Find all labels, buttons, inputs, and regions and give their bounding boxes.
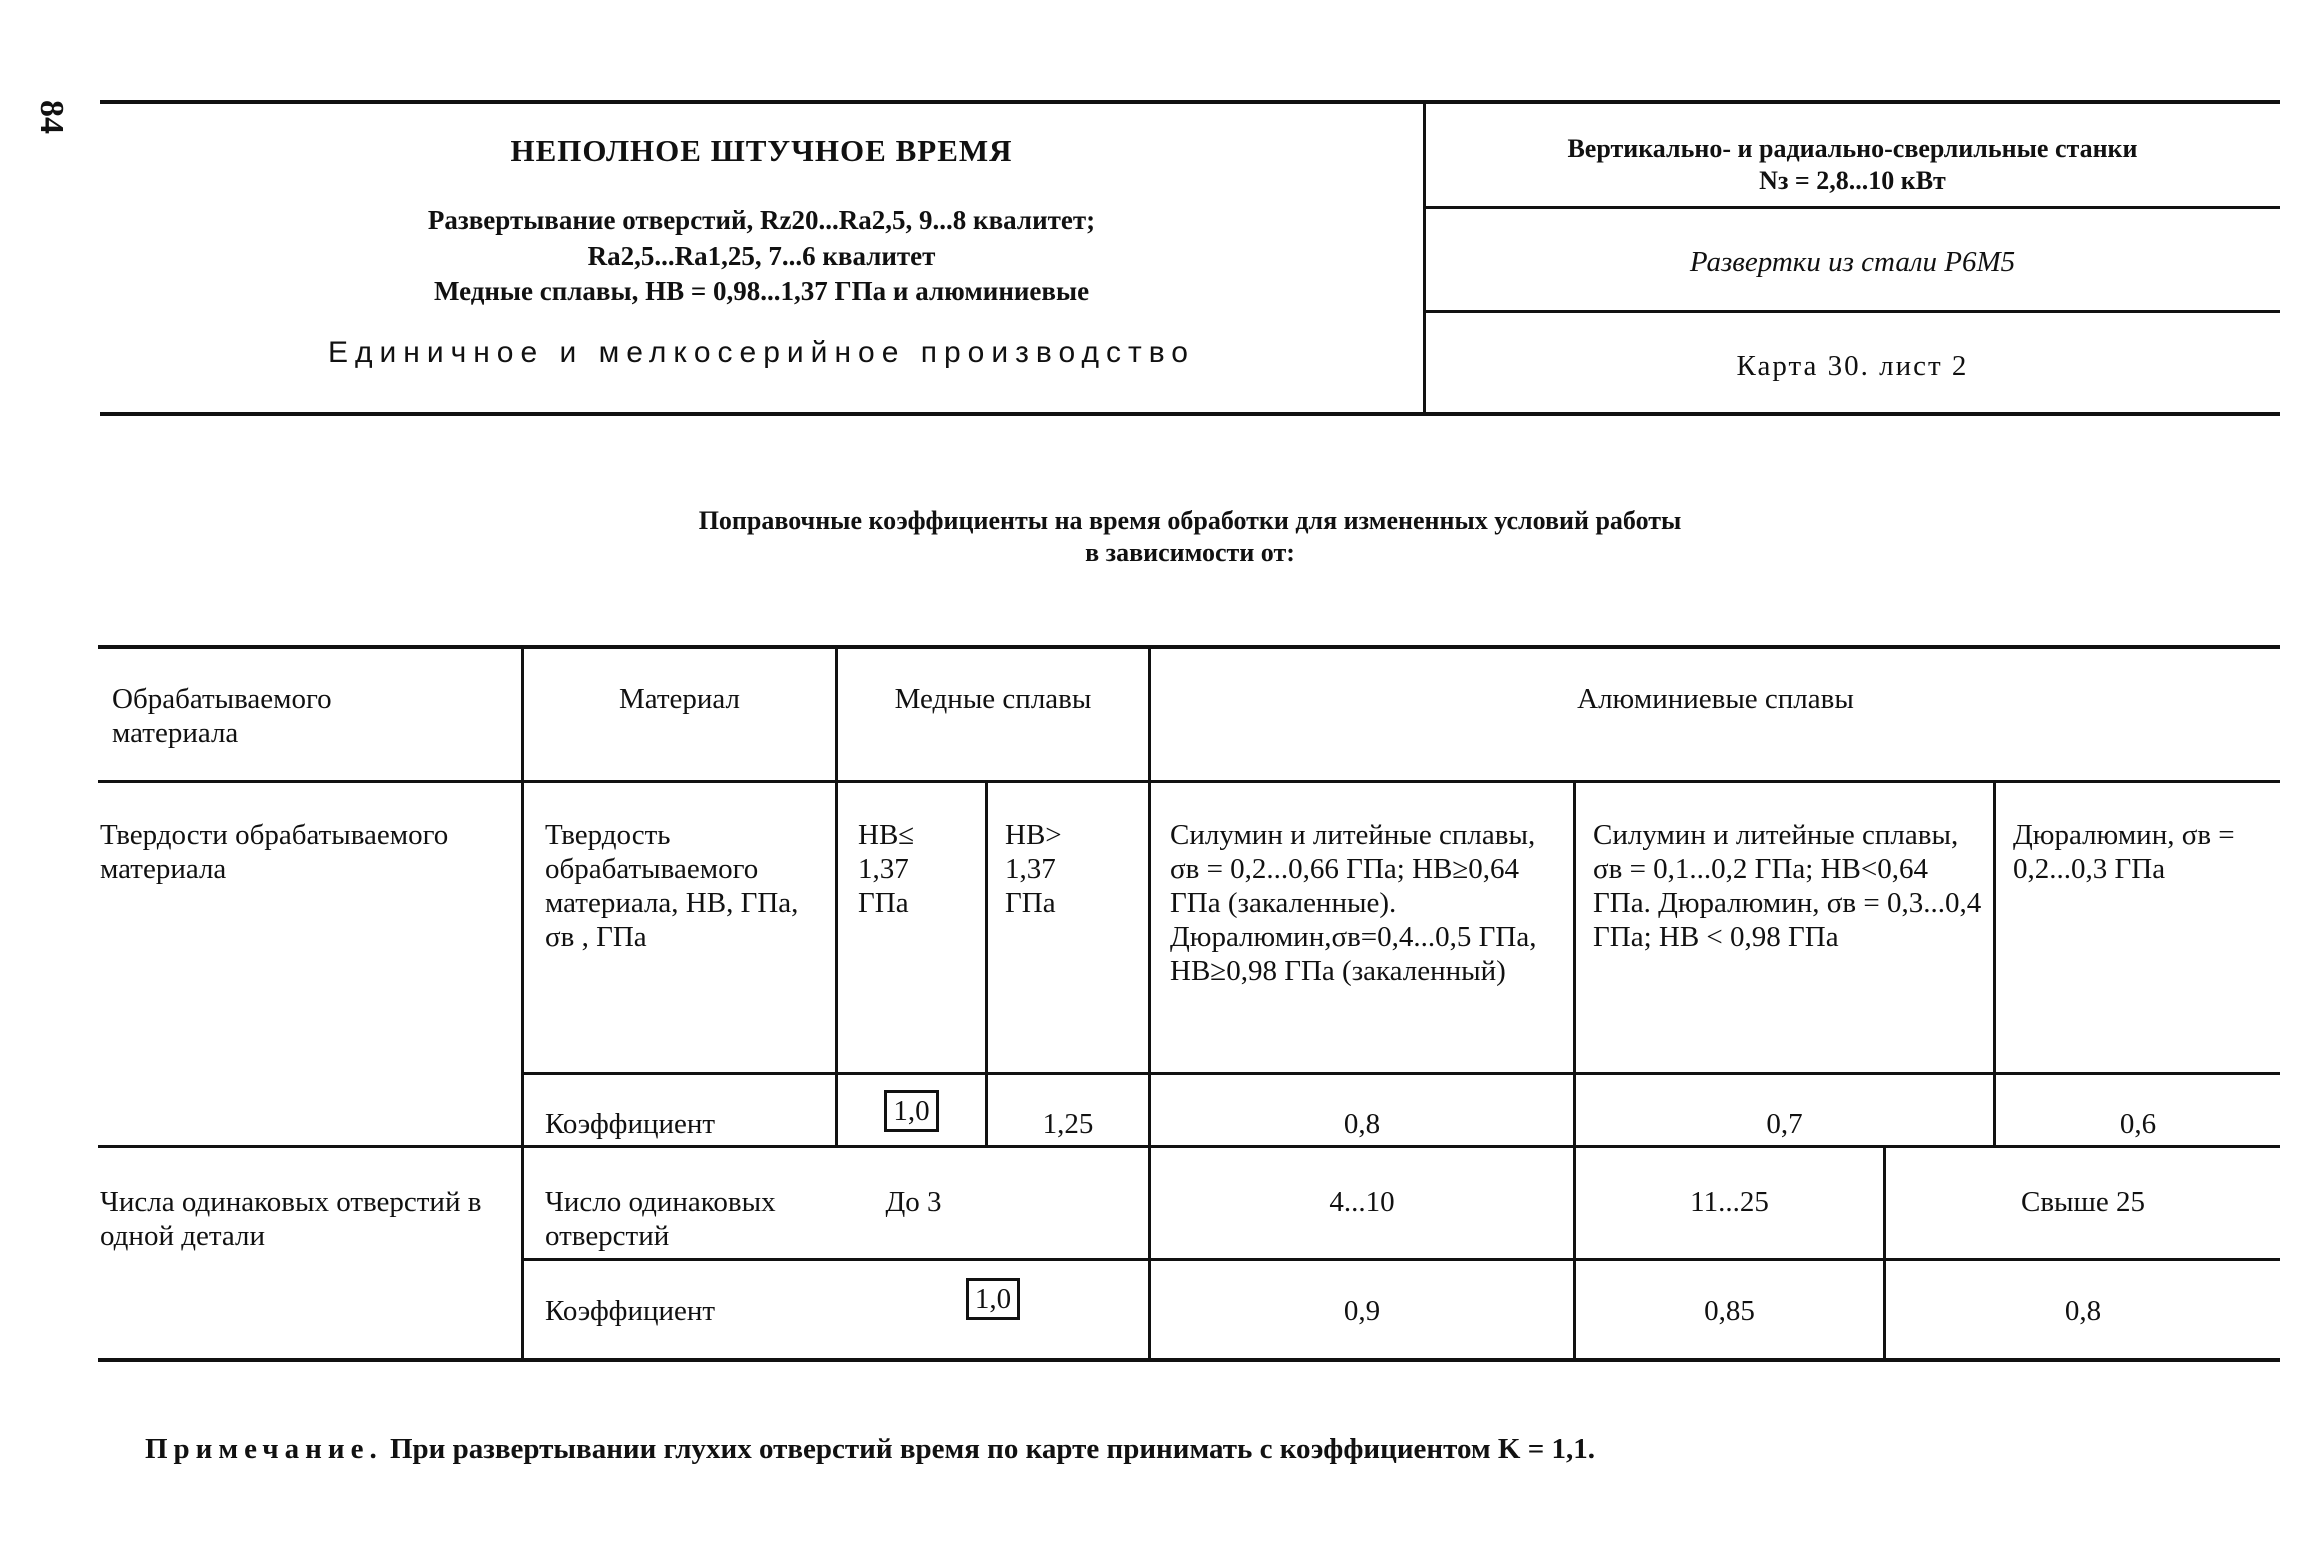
header-right-rule-1 bbox=[1425, 206, 2280, 209]
header-subtitle-1: Развертывание отверстий, Rz20...Ra2,5, 9...8 квалитет; bbox=[427, 205, 1096, 235]
hardness-coef-al-2: 0,7 bbox=[1766, 1108, 1803, 1140]
table-header-rule bbox=[98, 780, 2280, 783]
note bbox=[145, 1433, 1595, 1466]
page-number: 84 bbox=[33, 100, 70, 134]
header-title: НЕПОЛНОЕ ШТУЧНОЕ ВРЕМЯ bbox=[510, 133, 1013, 168]
hardness-al-1: Силумин и литейные сплавы, σв = 0,2...0,66 ГПа; HB≥0,64 ГПа (закаленные). Дюралюмин,σв=0,4...0,5 ГПа, HB≥0,98 ГПа (закаленный) bbox=[1170, 819, 1537, 987]
note-text: При развертывании глухих отверстий время по карте принимать с коэффициентом K = 1,1. bbox=[389, 1433, 1596, 1465]
hardness-al-2: Силумин и литейные сплавы, σв = 0,1...0,2 ГПа; HB<0,64 ГПа. Дюралюмин, σв = 0,3...0,4 ГПа; HB < 0,98 ГПа bbox=[1593, 819, 1982, 953]
holes-range-4: Свыше 25 bbox=[2021, 1186, 2145, 1218]
holes-coef-1 bbox=[838, 1278, 1148, 1320]
holes-coef-label: Коэффициент bbox=[545, 1295, 716, 1327]
header-col-copper: Медные сплавы bbox=[894, 683, 1092, 715]
hardness-cu-1: HB≤ 1,37 ГПа bbox=[858, 819, 915, 919]
hardness-factor: Твердости обрабатываемого материала bbox=[100, 819, 449, 885]
holes-factor: Числа одинаковых отверстий в одной детали bbox=[100, 1186, 482, 1252]
header-top-rule bbox=[100, 100, 2280, 104]
holes-range-3: 11...25 bbox=[1690, 1186, 1769, 1218]
header-col-aluminium: Алюминиевые сплавы bbox=[1577, 683, 1854, 715]
hardness-coef-cu-2: 1,25 bbox=[1042, 1108, 1094, 1140]
hardness-coef-al-3: 0,6 bbox=[2119, 1108, 2157, 1140]
col-rule-1 bbox=[521, 645, 524, 1360]
holes-coef-rule bbox=[523, 1258, 2280, 1261]
holes-param: Число одинаковых отверстий bbox=[545, 1186, 776, 1252]
hardness-param: Твердость обрабатываемого материала, HB, ГПа, σв , ГПа bbox=[545, 819, 799, 953]
col-rule-cu bbox=[985, 780, 988, 1145]
header-subtitle-2: Ra2,5...Ra1,25, 7...6 квалитет bbox=[587, 241, 936, 271]
holes-range-2: 4...10 bbox=[1329, 1186, 1395, 1218]
hardness-al-3: Дюралюмин, σв = 0,2...0,3 ГПа bbox=[2013, 819, 2235, 885]
header-machines-2: Nз = 2,8...10 кВт bbox=[1759, 166, 1946, 195]
note-label: Примечание. bbox=[145, 1433, 383, 1465]
header-card: Карта 30. лист 2 bbox=[1736, 350, 1969, 382]
hardness-coef-al-1: 0,8 bbox=[1343, 1108, 1381, 1140]
hardness-cu-2: HB> 1,37 ГПа bbox=[1005, 819, 1062, 919]
holes-range-1: До 3 bbox=[885, 1186, 942, 1218]
section-rule bbox=[98, 1145, 2280, 1148]
caption-line-1: Поправочные коэффициенты на время обработки для измененных условий работы bbox=[698, 506, 1682, 535]
col-rule-al2 bbox=[1993, 780, 1996, 1145]
table-bottom-rule bbox=[98, 1358, 2280, 1362]
header-right-rule-2 bbox=[1425, 310, 2280, 313]
header-col-material: Материал bbox=[618, 683, 741, 715]
header-machines-1: Вертикально- и радиально-сверлильные станки bbox=[1567, 134, 2138, 163]
hardness-coef-rule bbox=[523, 1072, 2280, 1075]
col-rule-al1 bbox=[1573, 780, 1576, 1145]
holes-coef-2: 0,9 bbox=[1343, 1295, 1381, 1327]
col-rule-3 bbox=[1148, 645, 1151, 1360]
holes-coef-4: 0,8 bbox=[2064, 1295, 2102, 1327]
caption-line-2: в зависимости от: bbox=[1085, 538, 1295, 567]
hardness-coef-cu-1-value: 1,0 bbox=[884, 1090, 938, 1132]
table-top-rule bbox=[98, 645, 2280, 649]
header-tool: Развертки из стали Р6М5 bbox=[1689, 246, 2016, 278]
header-bottom-rule bbox=[100, 412, 2280, 416]
hardness-coef-cu-1 bbox=[838, 1090, 985, 1132]
holes-coef-3: 0,85 bbox=[1704, 1295, 1755, 1327]
holes-coef-1-value: 1,0 bbox=[966, 1278, 1020, 1320]
header-production: Единичное и мелкосерийное производство bbox=[328, 336, 1195, 369]
header-subtitle-3: Медные сплавы, HB = 0,98...1,37 ГПа и алюминиевые bbox=[433, 276, 1090, 306]
col-rule-2 bbox=[835, 645, 838, 1145]
hardness-coef-label: Коэффициент bbox=[545, 1108, 716, 1140]
header-col-factor: Обрабатываемого материала bbox=[112, 683, 332, 749]
